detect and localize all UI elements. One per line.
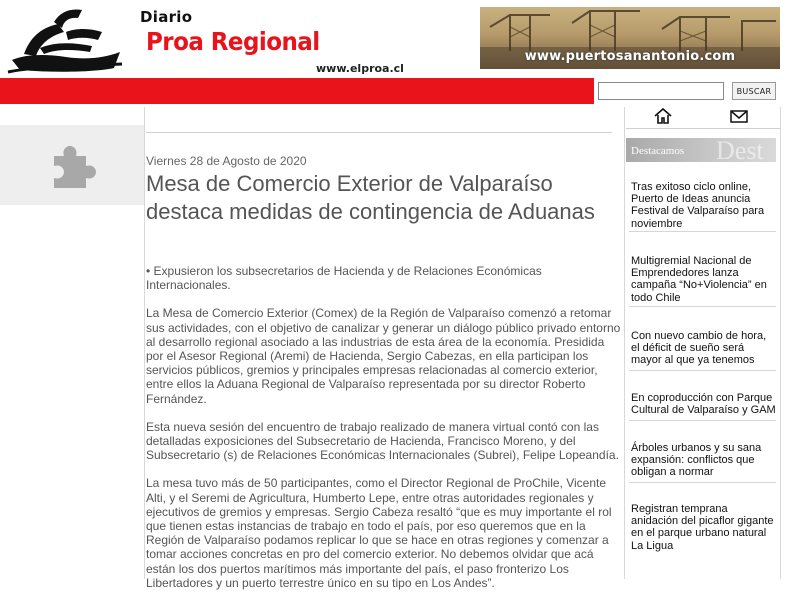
article-divider	[146, 132, 612, 133]
brand-prefix: Diario	[140, 8, 193, 26]
sidebar-news-link[interactable]: En coproducción con Parque Cultural de Valparaíso y GAM	[631, 392, 776, 417]
search-button[interactable]: BUSCAR	[732, 82, 776, 100]
article-paragraph: • Expusieron los subsecretarios de Hacienda y de Relaciones Económicas Internacionales.	[146, 264, 542, 293]
sidebar-news-link[interactable]: Multigremial Nacional de Emprendedores lanza campaña “No+Violencia” en todo Chile	[631, 255, 767, 304]
site-url[interactable]: www.elproa.cl	[316, 62, 404, 75]
sidebar-separator	[629, 306, 776, 307]
search-input[interactable]	[598, 82, 724, 100]
sidebar-news-link[interactable]: Registran temprana anidación del picaflor gigante en el parque urbano natural La Ligua	[631, 503, 774, 552]
article-paragraph: La Mesa de Comercio Exterior (Comex) de la Región de Valparaíso comenzó a retomar sus actividades, con el objetivo de canalizar y generar un diálogo público privado entorno al desarrollo regional asociado a las industrias de esta área de la economía. Presidida por el Asesor Regional (Aremi) de Hacienda, Sergio Cabezas, en ella participan los servicios públicos, gremios y principales empresas relacionadas al comercio exterior, entre ellos la Aduana Regional de Valparaíso representada por su director Roberto Fernández.	[146, 306, 621, 406]
home-icon[interactable]	[654, 108, 672, 124]
featured-label: Destacamos	[631, 145, 685, 157]
sidebar-news-link[interactable]: Árboles urbanos y su sana expansión: conflictos que obligan a normar	[631, 442, 762, 479]
sidebar-separator	[629, 231, 776, 232]
port-banner[interactable]	[480, 7, 780, 69]
sidebar-separator	[629, 370, 776, 371]
puzzle-icon	[50, 142, 96, 188]
sidebar-icon-row	[626, 107, 781, 129]
article-paragraph: La mesa tuvo más de 50 participantes, como el Director Regional de ProChile, Vicente Alti, y el Seremi de Agricultura, Humberto Lepe, entre otras autoridades regionales y ejecutivos de gremios y empresas. Sergio Cabeza resaltó “que es muy importante el rol que tienen estas instancias de trabajo en todo el país, por eso queremos que en la Región de Valparaíso podamos replicar lo que se hace en otras regiones y comenzar a tomar acciones concretas en pro del comercio exterior. No debemos olvidar que acá están los dos puertos marítimos más importante del país, el paso fronterizo Los Libertadores y un puerto terrestre único en su tipo en Los Andes”.	[146, 476, 612, 590]
article-title: Mesa de Comercio Exterior de Valparaíso destaca medidas de contingencia de Aduanas	[146, 171, 595, 224]
mail-icon[interactable]	[730, 110, 748, 123]
ship-logo-icon[interactable]	[6, 2, 124, 76]
article-paragraph: Esta nueva sesión del encuentro de trabajo realizado de manera virtual contó con las detalladas exposiciones del Subsecretario de Hacienda, Francisco Moreno, y del Subsecretario (s) de Relaciones Económicas Internacionales (Subrei), Felipe Lopeandía.	[146, 419, 619, 463]
featured-ghost-text: Dest	[716, 136, 764, 165]
sidebar-news-link[interactable]: Con nuevo cambio de hora, el déficit de sueño será mayor al que ya tenemos	[631, 330, 767, 367]
featured-header	[626, 136, 776, 165]
banner-url: www.puertosanantonio.com	[524, 49, 736, 64]
red-nav-bar	[0, 78, 594, 104]
sidebar-news-link[interactable]: Tras exitoso ciclo online, Puerto de Ideas anuncia Festival de Valparaíso para noviembre	[631, 181, 765, 230]
article-body	[146, 264, 622, 604]
sidebar-separator	[629, 482, 776, 483]
article-date: Viernes 28 de Agosto de 2020	[146, 154, 307, 168]
sidebar-separator	[629, 420, 776, 421]
brand-name[interactable]: Proa Regional	[146, 27, 320, 56]
